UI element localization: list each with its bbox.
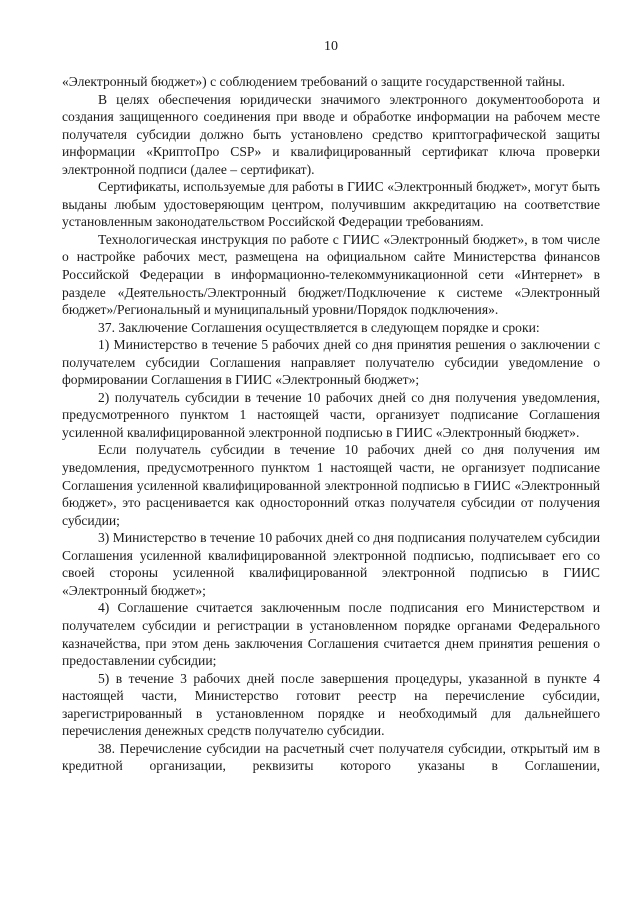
paragraph: 37. Заключение Соглашения осуществляется в следующем порядке и сроки:: [98, 319, 540, 335]
paragraph: 1) Министерство в течение 5 рабочих дней со дня принятия решения о заключении с получателем субсидии Соглашения направляет получателю субсидии уведомление о формировании Соглашения в ГИИС «Электронный бюджет»;: [62, 337, 600, 388]
paragraph: 5) в течение 3 рабочих дней после завершения процедуры, указанной в пункте 4 настоящей части, Министерство готовит реестр на перечисление субсидии, зарегистрированный в установленном порядке и необходимый для дальнейшего перечисления денежных средств получателю субсидии.: [62, 670, 600, 739]
paragraph: Если получатель субсидии в течение 10 рабочих дней со дня получения им уведомления, предусмотренного пунктом 1 настоящей части, не организует подписание Соглашения усиленной квалифицированной электронной подписью в ГИИС «Электронный бюджет», это расценивается как односторонний отказ получателя субсидии от получения субсидии;: [62, 442, 600, 528]
body-text: [62, 73, 600, 775]
paragraph: 4) Соглашение считается заключенным после подписания его Министерством и получателем субсидии и регистрации в установленном порядке органами Федерального казначейства, при этом день заключения Соглашения считается днем принятия решения о предоставлении субсидии;: [62, 600, 600, 669]
paragraph: 2) получатель субсидии в течение 10 рабочих дней со дня получения уведомления, предусмотренного пунктом 1 настоящей части, организует подписание Соглашения усиленной квалифицированной электронной подписью в ГИИС «Электронный бюджет».: [62, 389, 600, 440]
paragraph: 38. Перечисление субсидии на расчетный счет получателя субсидии, открытый им в кредитной организации, реквизиты которого указаны в Соглашении,: [62, 740, 600, 774]
paragraph: Технологическая инструкция по работе с ГИИС «Электронный бюджет», в том числе о настройке рабочих мест, размещена на официальном сайте Министерства финансов Российской Федерации в информационно-телекоммуникационной сети «Интернет» в разделе «Деятельность/Электронный бюджет/Подключение к системе «Электронный бюджет»/Региональный и муниципальный уровни/Порядок подключения».: [62, 231, 600, 318]
paragraph: В целях обеспечения юридически значимого электронного документооборота и создания защищенного соединения при вводе и обработке информации на рабочем месте получателя субсидии должно быть установлено средство криптографической защиты информации «КриптоПро CSP» и квалифицированный сертификат ключа проверки электронной подписи (далее – сертификат).: [62, 91, 600, 177]
paragraph: Сертификаты, используемые для работы в ГИИС «Электронный бюджет», могут быть выданы любым удостоверяющим центром, получившим аккредитацию на соответствие установленным законодательством Российской Федерации требованиям.: [62, 179, 600, 230]
paragraph: 3) Министерство в течение 10 рабочих дней со дня подписания получателем субсидии Соглашения усиленной квалифицированной электронной подписью, подписывает его со своей стороны усиленной квалифицированной электронной подписью в ГИИС «Электронный бюджет»;: [62, 530, 600, 598]
paragraph: «Электронный бюджет») с соблюдением требований о защите государственной тайны.: [62, 74, 566, 89]
page-number: 10: [324, 39, 338, 54]
